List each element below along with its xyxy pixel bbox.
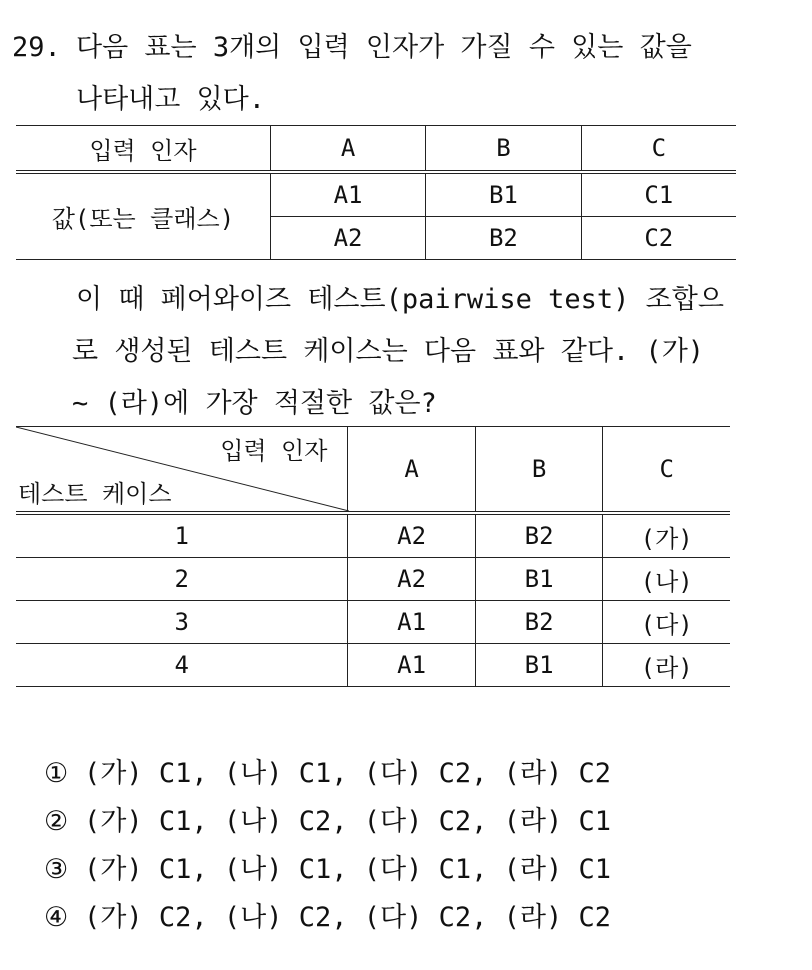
table2-cell: (다) xyxy=(603,601,730,644)
diag-top-label: 입력 인자 xyxy=(220,437,328,465)
table-row xyxy=(16,513,730,558)
test-case-table xyxy=(16,426,730,687)
diag-bottom-label: 테스트 케이스 xyxy=(18,480,172,508)
table1-row-label: 값(또는 클래스) xyxy=(16,172,270,260)
question-line-1: 다음 표는 3개의 입력 인자가 가질 수 있는 값을 xyxy=(76,32,692,63)
table2-cell: (가) xyxy=(603,513,730,558)
table1-header-b: B xyxy=(426,126,581,173)
choice-text: (가) C1, (나) C1, (다) C1, (라) C1 xyxy=(84,854,611,885)
table-row xyxy=(16,644,730,687)
table2-cell: (라) xyxy=(603,644,730,687)
instruction-line-2: 로 생성된 테스트 케이스는 다음 표와 같다. (가) xyxy=(72,336,705,367)
question-line-2: 나타내고 있다. xyxy=(76,84,266,115)
choice-marker: ① xyxy=(44,758,69,789)
table2-cell: B2 xyxy=(475,513,603,558)
test-case-number: 4 xyxy=(16,644,348,687)
choice-4[interactable] xyxy=(44,894,611,942)
choice-text: (가) C1, (나) C2, (다) C2, (라) C1 xyxy=(84,806,611,837)
table2-cell: A1 xyxy=(348,644,476,687)
choice-marker: ③ xyxy=(44,854,69,885)
test-case-number: 2 xyxy=(16,558,348,601)
table1-cell: A1 xyxy=(270,172,425,217)
table1-header-param: 입력 인자 xyxy=(16,126,270,173)
table2-cell: A2 xyxy=(348,513,476,558)
choice-text: (가) C1, (나) C1, (다) C2, (라) C2 xyxy=(84,758,611,789)
choice-2[interactable] xyxy=(44,798,611,846)
table2-cell: (나) xyxy=(603,558,730,601)
table1-cell: B1 xyxy=(426,172,581,217)
table1-header-c: C xyxy=(581,126,736,173)
table1-cell: A2 xyxy=(270,217,425,260)
table2-cell: A1 xyxy=(348,601,476,644)
choice-marker: ④ xyxy=(44,902,69,933)
table2-header-b: B xyxy=(475,427,603,514)
table1-header-a: A xyxy=(270,126,425,173)
table2-diagonal-header xyxy=(16,427,348,514)
input-values-table xyxy=(16,125,736,260)
table-row xyxy=(16,558,730,601)
instruction-line-1: 이 때 페어와이즈 테스트(pairwise test) 조합으 xyxy=(76,284,724,315)
table1-cell: C1 xyxy=(581,172,736,217)
instruction-line-3: ~ (라)에 가장 적절한 값은? xyxy=(72,388,437,419)
choice-marker: ② xyxy=(44,806,69,837)
table1-row-1 xyxy=(16,172,736,217)
instruction-paragraph xyxy=(72,274,796,430)
choice-text: (가) C2, (나) C2, (다) C2, (라) C2 xyxy=(84,902,611,933)
question-number: 29. xyxy=(12,32,61,63)
test-case-number: 3 xyxy=(16,601,348,644)
table1-header-row xyxy=(16,126,736,173)
table2-cell: B1 xyxy=(475,644,603,687)
answer-choices xyxy=(44,750,611,942)
choice-1[interactable] xyxy=(44,750,611,798)
choice-3[interactable] xyxy=(44,846,611,894)
test-case-number: 1 xyxy=(16,513,348,558)
table2-header-a: A xyxy=(348,427,476,514)
table2-cell: B1 xyxy=(475,558,603,601)
table-row xyxy=(16,601,730,644)
table2-cell: B2 xyxy=(475,601,603,644)
table2-cell: A2 xyxy=(348,558,476,601)
table1-cell: C2 xyxy=(581,217,736,260)
table2-header-c: C xyxy=(603,427,730,514)
question-stem xyxy=(12,22,802,126)
table1-cell: B2 xyxy=(426,217,581,260)
table2-header-row xyxy=(16,427,730,514)
